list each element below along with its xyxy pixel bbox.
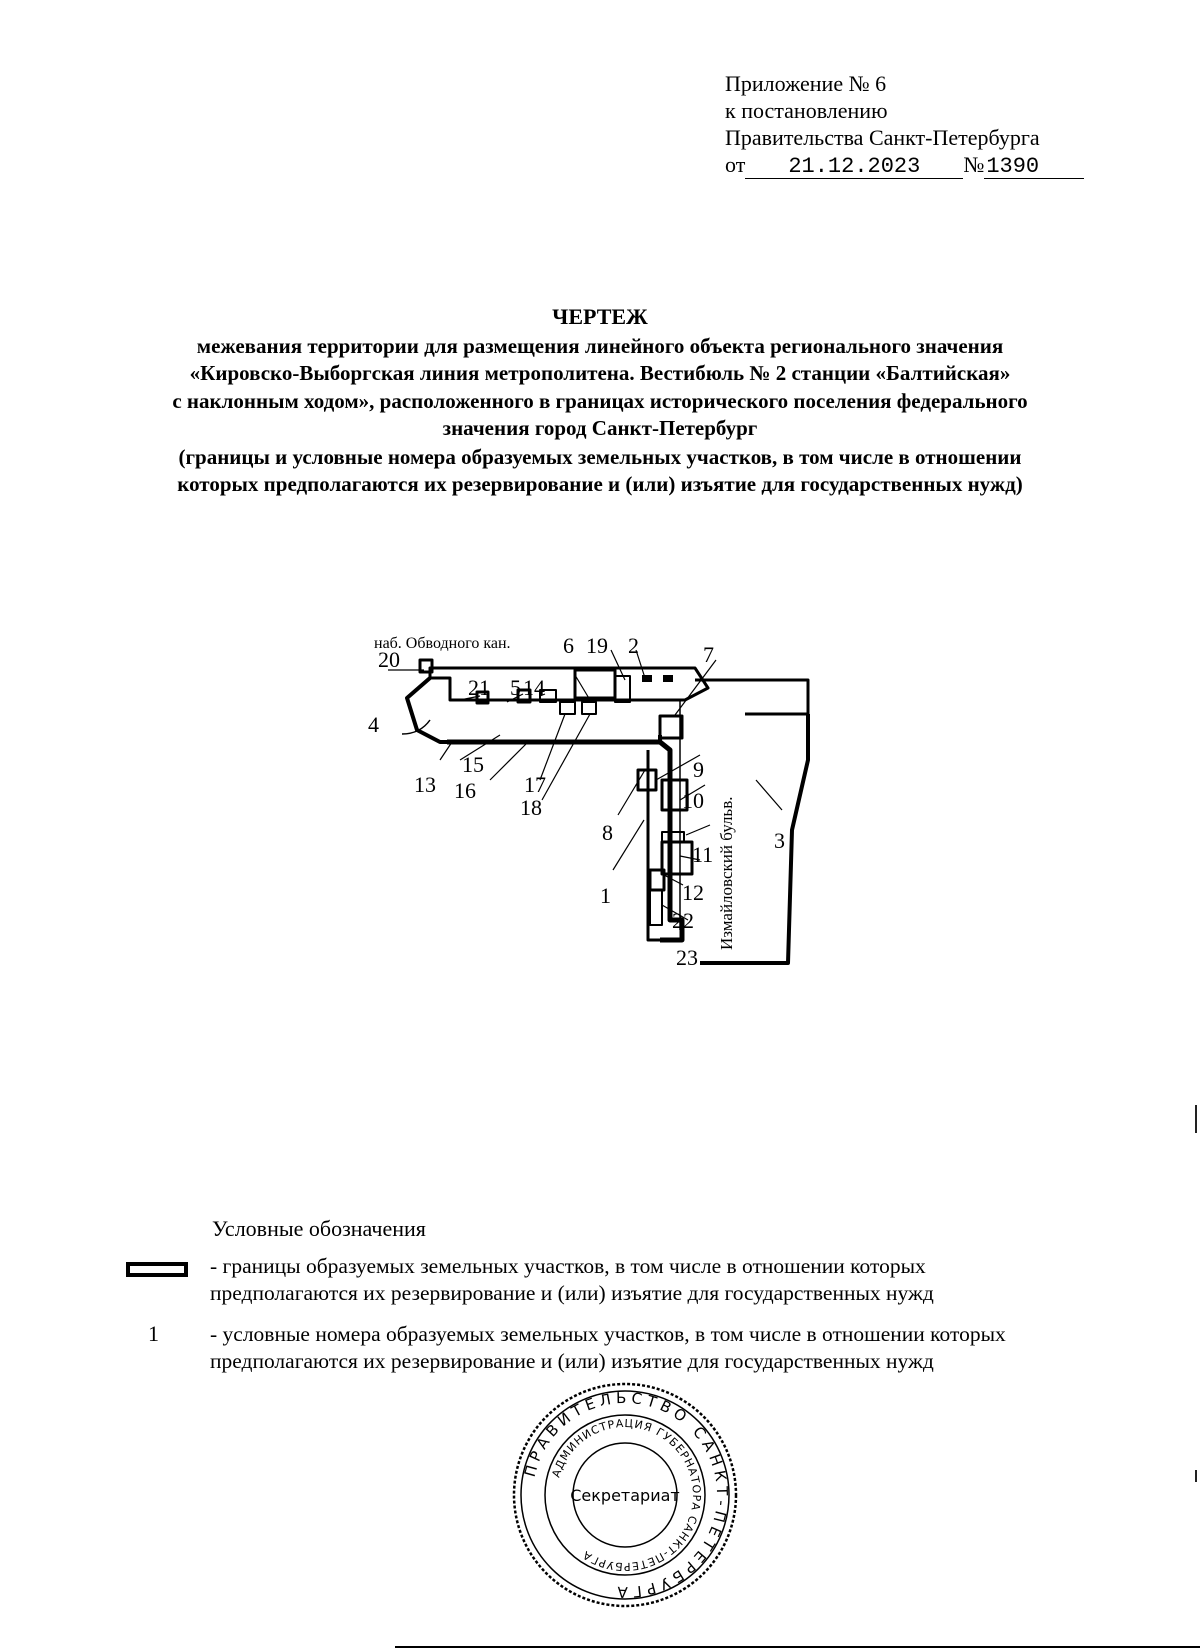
parcel-label-12: 12 (682, 880, 704, 905)
resolution-number: 1390 (984, 156, 1084, 179)
parcel-marker-a (642, 675, 652, 682)
from-label: от (725, 152, 746, 177)
title-line-4: значения город Санкт-Петербург (442, 416, 758, 440)
parcel-label-7: 7 (703, 642, 714, 667)
parcel-marker-b (663, 675, 673, 682)
title-line-5: (границы и условные номера образуемых земельных участков, в том числе в отношении (178, 444, 1022, 469)
title-line-2: «Кировско-Выборгская линия метрополитена. Вестибюль № 2 станции «Балтийская» (189, 361, 1011, 385)
parcel-label-6: 6 (563, 633, 574, 658)
parcel-label-23: 23 (676, 945, 698, 970)
resolution-date-line (725, 151, 1084, 179)
title-line-3: с наклонным ходом», расположенного в границах исторического поселения федерального (172, 388, 1028, 413)
parcel-label-3: 3 (774, 828, 785, 853)
parcel-label-4: 4 (368, 712, 379, 737)
appendix-number: Приложение № 6 (725, 71, 887, 96)
government-name: Правительства Санкт-Петербурга (725, 125, 1040, 150)
legend-boundary-description (210, 1253, 1140, 1307)
survey-drawing (360, 630, 820, 1010)
parcel-label-21: 21 (468, 675, 490, 700)
parcel-17 (560, 702, 575, 714)
parcel-label-15: 15 (462, 752, 484, 777)
legend-title: Условные обозначения (212, 1216, 426, 1241)
official-seal (510, 1380, 740, 1610)
street-label-boulevard: Измайловский бульв. (717, 796, 736, 950)
seal-inner-text: АДМИНИСТРАЦИЯ ГУБЕРНАТОРА САНКТ-ПЕТЕРБУРГА (549, 1416, 704, 1574)
parcel-label-13: 13 (414, 772, 436, 797)
parcel-label-2: 2 (628, 633, 639, 658)
parcel-label-17: 17 (524, 772, 546, 797)
title-line-1: межевания территории для размещения линейного объекта регионального значения (196, 333, 1004, 358)
parcel-label-11: 11 (692, 842, 714, 867)
title-main: ЧЕРТЕЖ (552, 304, 648, 329)
legend-boundary-line-2: предполагаются их резервирование и (или) изъятие для государственных нужд (210, 1281, 934, 1305)
parcel-label-9: 9 (693, 757, 704, 782)
resolution-date: 21.12.2023 (745, 156, 963, 179)
parcel-23 (650, 890, 662, 925)
boundary-legend-symbol (126, 1262, 188, 1277)
parcel-label-5: 5 (510, 675, 521, 700)
parcel-label-22: 22 (672, 908, 694, 933)
title-line-6: которых предполагаются их резервирование и (или) изъятие для государственных нужд) (177, 472, 1023, 496)
parcel-label-8: 8 (602, 820, 613, 845)
parcel-19 (615, 676, 630, 702)
scan-edge-mark (1195, 1105, 1197, 1133)
parcel-outer-top (695, 680, 808, 714)
legend-number-description (210, 1321, 1140, 1375)
legend-number-line-1: - условные номера образуемых земельных участков, в том числе в отношении которых (210, 1322, 1006, 1346)
legend-number-line-2: предполагаются их резервирование и (или) изъятие для государственных нужд (210, 1349, 934, 1373)
number-label: № (963, 152, 985, 177)
parcel-7 (660, 716, 682, 738)
parcel-label-19: 19 (586, 633, 608, 658)
seal-center-text: Секретариат (570, 1486, 680, 1505)
parcel-label-16: 16 (454, 778, 476, 803)
document-title (100, 303, 1100, 499)
number-legend-sample: 1 (148, 1321, 159, 1346)
scan-bottom-line (395, 1646, 1200, 1648)
legend-boundary-line-1: - границы образуемых земельных участков, в том числе в отношении которых (210, 1254, 926, 1278)
scan-edge-mark (1195, 1470, 1197, 1482)
parcel-label-20: 20 (378, 647, 400, 672)
seal-outer-text: ПРАВИТЕЛЬСТВО САНКТ-ПЕТЕРБУРГА (520, 1388, 732, 1602)
parcel-label-14: 14 (523, 675, 545, 700)
parcel-label-10: 10 (682, 788, 704, 813)
street-label-embankment: наб. Обводного кан. (374, 635, 511, 652)
parcel-label-1: 1 (600, 883, 611, 908)
parcel-label-18: 18 (520, 795, 542, 820)
parcel-18 (582, 702, 596, 714)
to-resolution: к постановлению (725, 98, 888, 123)
appendix-header (725, 70, 1084, 179)
